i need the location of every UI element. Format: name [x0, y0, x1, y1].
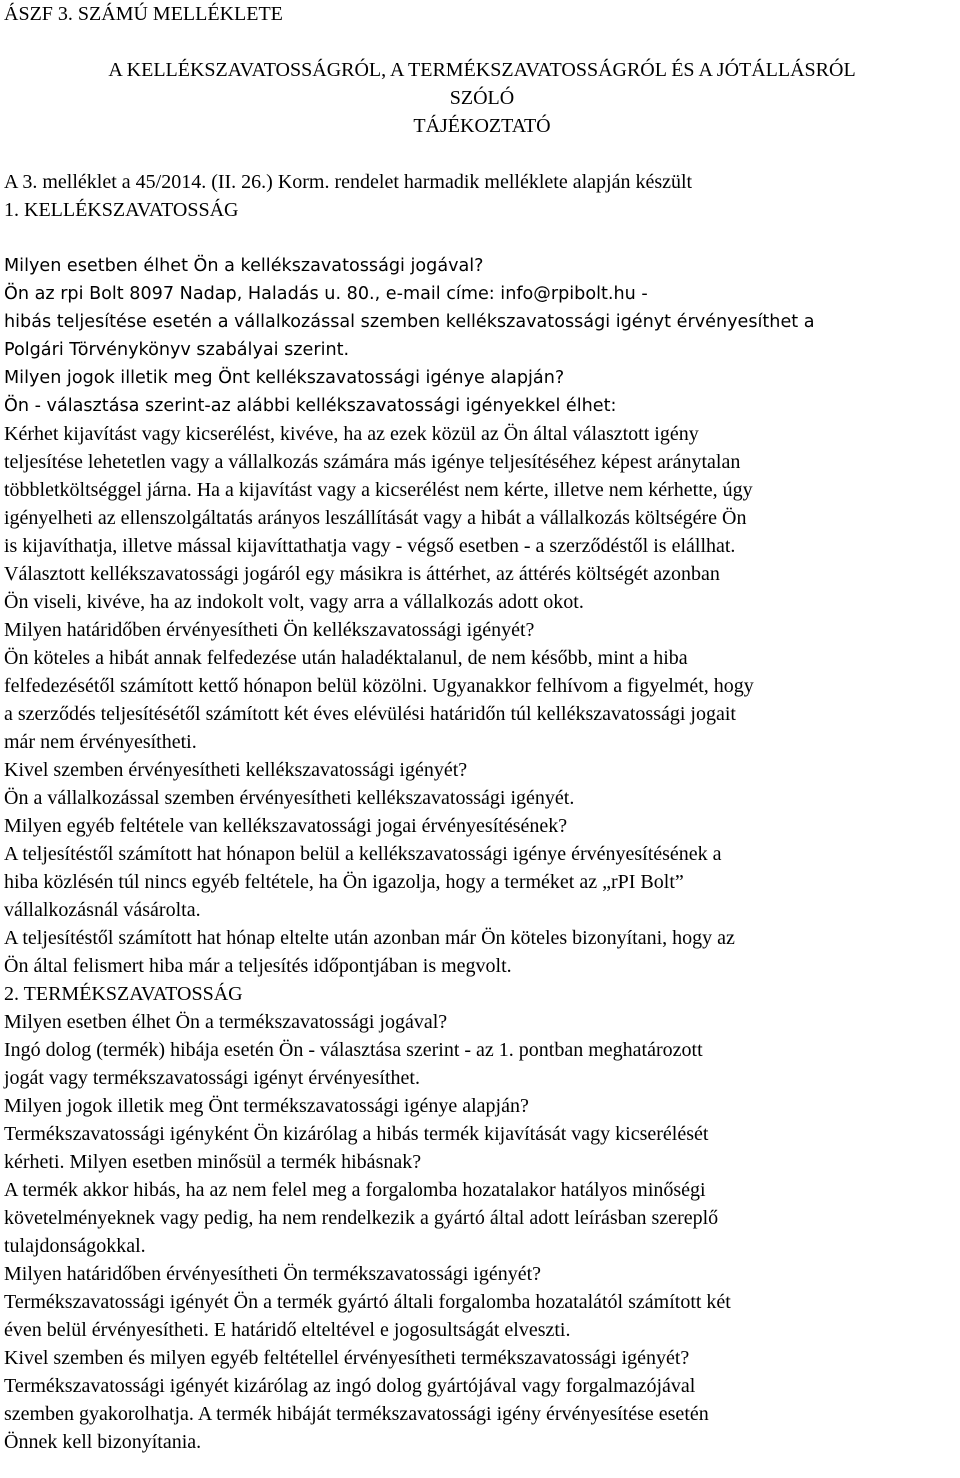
section-2-answer-5-line: Termékszavatossági igényét kizárólag az ingó dolog gyártójával vagy forgalmazójával — [4, 1375, 696, 1397]
section-1-answer-3-line: már nem érvényesítheti. — [4, 731, 197, 753]
section-1-answer-1-line: Polgári Törvénykönyv szabályai szerint. — [4, 340, 350, 360]
legal-basis: A 3. melléklet a 45/2014. (II. 26.) Korm. rendelet harmadik melléklete alapján készült — [4, 171, 693, 193]
section-1-answer-1-line: Ön az rpi Bolt 8097 Nadap, Haladás u. 80., e-mail címe: info@rpibolt.hu - — [4, 284, 648, 304]
document-title-line-1: A KELLÉKSZAVATOSSÁGRÓL, A TERMÉKSZAVATOSSÁGRÓL ÉS A JÓTÁLLÁSRÓL — [108, 59, 856, 81]
section-2-answer-3-line: tulajdonságokkal. — [4, 1235, 146, 1257]
section-1-heading: 1. KELLÉKSZAVATOSSÁG — [4, 199, 239, 221]
section-1-question-4: Kivel szemben érvényesítheti kellékszavatossági igényét? — [4, 759, 468, 781]
section-1-answer-5-line: hiba közlésén túl nincs egyéb feltétele, ha Ön igazolja, hogy a terméket az „rPI Bolt” — [4, 871, 684, 893]
section-1-answer-4-line: Ön a vállalkozással szemben érvényesítheti kellékszavatossági igényét. — [4, 787, 575, 809]
section-1-answer-2-line: Kérhet kijavítást vagy kicserélést, kivéve, ha az ezek közül az Ön által választott igény — [4, 423, 699, 445]
section-2-heading: 2. TERMÉKSZAVATOSSÁG — [4, 983, 243, 1005]
section-2-answer-2-line: kérheti. Milyen esetben minősül a termék hibásnak? — [4, 1151, 422, 1173]
section-1-question-1: Milyen esetben élhet Ön a kellékszavatossági jogával? — [4, 256, 484, 276]
section-1-answer-3-line: felfedezésétől számított kettő hónapon belül közölni. Ugyanakkor felhívom a figyelmét, hogy — [4, 675, 754, 697]
appendix-title: ÁSZF 3. SZÁMÚ MELLÉKLETE — [4, 3, 283, 25]
spacer — [4, 28, 960, 56]
section-2-answer-2-line: Termékszavatossági igényként Ön kizárólag a hibás termék kijavítását vagy kicserélését — [4, 1123, 709, 1145]
section-1-question-3: Milyen határidőben érvényesítheti Ön kellékszavatossági igényét? — [4, 619, 535, 641]
section-1-answer-2-line: teljesítése lehetetlen vagy a vállalkozás számára más igénye teljesítéséhez képest aránytalan — [4, 451, 741, 473]
section-2-answer-4-line: éven belül érvényesítheti. E határidő elteltével e jogosultságát elveszti. — [4, 1319, 571, 1341]
section-2-answer-3-line: A termék akkor hibás, ha az nem felel meg a forgalomba hozatalakor hatályos minőségi — [4, 1179, 706, 1201]
section-2-question-3: Milyen határidőben érvényesítheti Ön termékszavatossági igényét? — [4, 1263, 542, 1285]
section-2-question-4: Kivel szemben és milyen egyéb feltétellel érvényesítheti termékszavatossági igényét? — [4, 1347, 690, 1369]
section-1-answer-2-line: Választott kellékszavatossági jogáról egy másikra is áttérhet, az áttérés költségét azonban — [4, 563, 720, 585]
document-title-line-3: TÁJÉKOZTATÓ — [413, 115, 551, 137]
section-2-question-2: Milyen jogok illetik meg Önt termékszavatossági igénye alapján? — [4, 1095, 529, 1117]
section-1-question-5: Milyen egyéb feltétele van kellékszavatossági jogai érvényesítésének? — [4, 815, 568, 837]
document-title-line-2: SZÓLÓ — [449, 87, 515, 109]
spacer — [4, 224, 960, 252]
section-2-question-1: Milyen esetben élhet Ön a termékszavatossági jogával? — [4, 1011, 448, 1033]
section-1-answer-2-line: többletköltséggel járna. Ha a kijavítást vagy a kicserélést nem kérte, illetve nem kérhette, úgy — [4, 479, 753, 501]
section-1-answer-2-line: Ön viseli, kivéve, ha az indokolt volt, vagy arra a vállalkozás adott okot. — [4, 591, 584, 613]
section-2-answer-5-line: szemben gyakorolhatja. A termék hibáját termékszavatossági igény érvényesítése esetén — [4, 1403, 709, 1425]
section-2-answer-4-line: Termékszavatossági igényét Ön a termék gyártó általi forgalomba hozatalától számított két — [4, 1291, 731, 1313]
spacer — [4, 140, 960, 168]
section-1-answer-5-line: Ön által felismert hiba már a teljesítés időpontjában is megvolt. — [4, 955, 512, 977]
section-1-answer-2-line: igényelheti az ellenszolgáltatás arányos leszállítását vagy a hibát a vállalkozás költségére Ön — [4, 507, 747, 529]
section-2-answer-5-line: Önnek kell bizonyítania. — [4, 1431, 202, 1453]
section-1-answer-2-line: is kijavíthatja, illetve mással kijavíttathatja vagy - végső esetben - a szerződéstől is elállhat. — [4, 535, 736, 557]
section-1-answer-5-line: A teljesítéstől számított hat hónap eltelte után azonban már Ön köteles bizonyítani, hogy az — [4, 927, 735, 949]
section-2-answer-3-line: követelményeknek vagy pedig, ha nem rendelkezik a gyártó által adott leírásban szereplő — [4, 1207, 719, 1229]
section-1-answer-1-line: hibás teljesítése esetén a vállalkozással szemben kellékszavatossági igényt érvényesíthet a — [4, 312, 815, 332]
section-1-answer-5-line: A teljesítéstől számított hat hónapon belül a kellékszavatossági igénye érvényesítésének a — [4, 843, 722, 865]
section-1-question-2: Milyen jogok illetik meg Önt kellékszavatossági igénye alapján? — [4, 368, 565, 388]
section-1-answer-2-line: Ön - választása szerint-az alábbi kellékszavatossági igényekkel élhet: — [4, 396, 617, 416]
section-1-answer-3-line: a szerződés teljesítésétől számított két éves elévülési határidőn túl kellékszavatossági jogait — [4, 703, 736, 725]
section-1-answer-5-line: vállalkozásnál vásárolta. — [4, 899, 201, 921]
section-1-answer-3-line: Ön köteles a hibát annak felfedezése után haladéktalanul, de nem később, mint a hiba — [4, 647, 688, 669]
section-2-answer-1-line: jogát vagy termékszavatossági igényt érvényesíthet. — [4, 1067, 420, 1089]
section-2-answer-1-line: Ingó dolog (termék) hibája esetén Ön - választása szerint - az 1. pontban meghatározott — [4, 1039, 703, 1061]
